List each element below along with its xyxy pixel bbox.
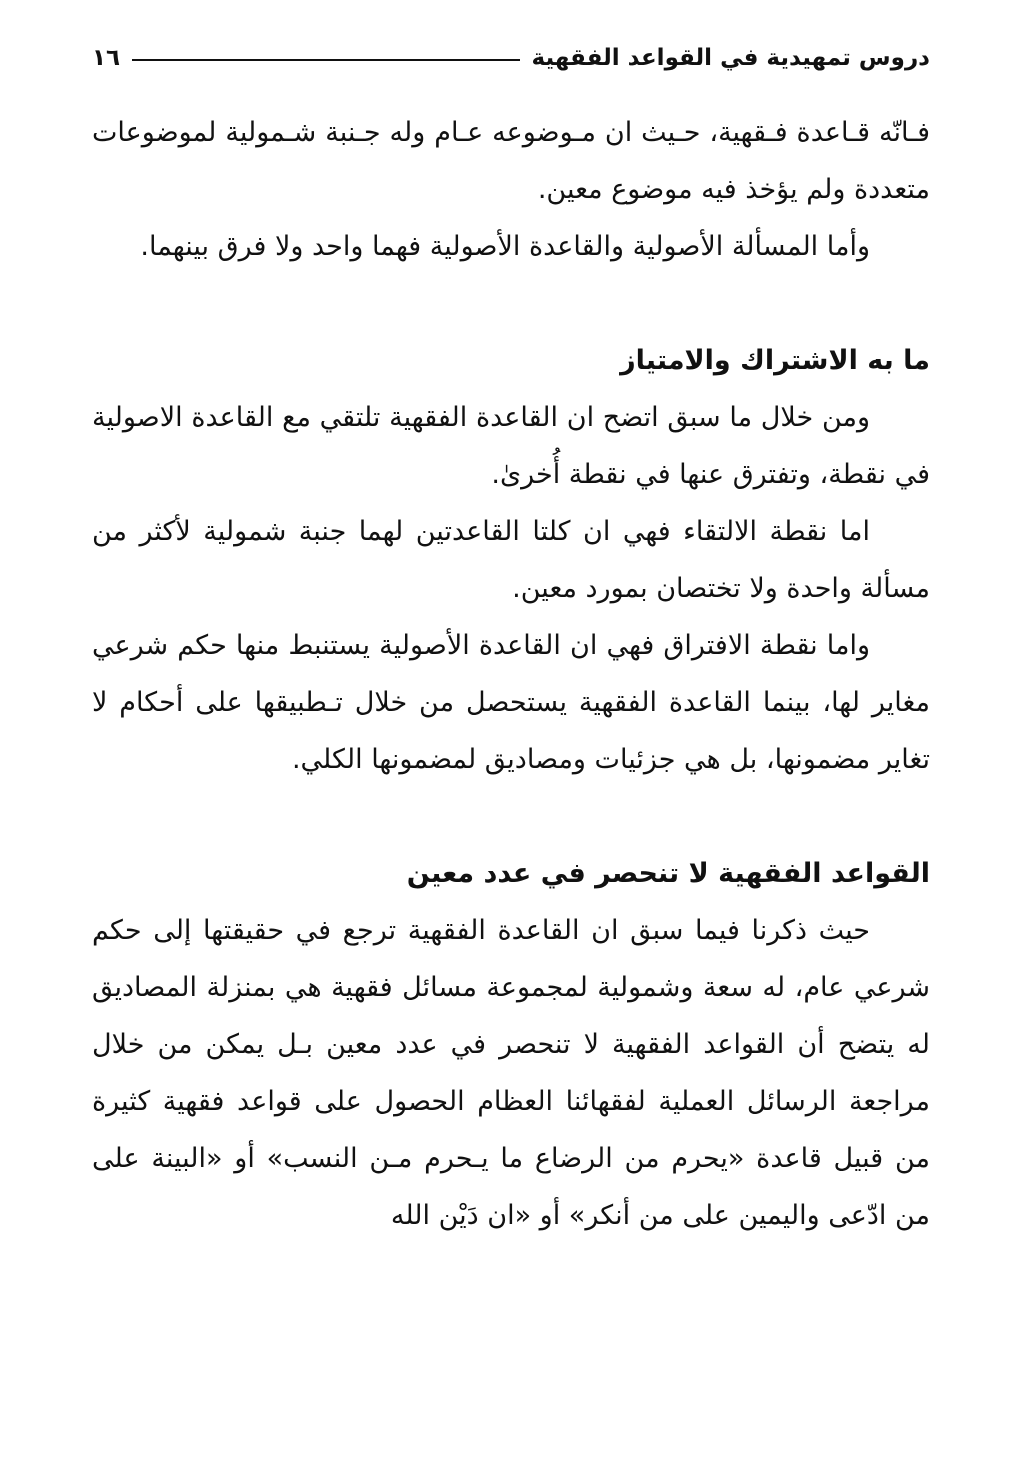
section-spacer [92, 788, 930, 845]
paragraph: حيث ذكرنا فيما سبق ان القاعدة الفقهية ترجع في حقيقتها إلى حكم شرعي عام، له سعة وشمولية لمجموعة مسائل فقهية هي بمنزلة المصاديق له يتضح أن القواعد الفقهية لا تنحصر في عدد معين بـل يمكن من خلال مراجعة الرسائل العملية لفقهائنا العظام الحصول على قواعد فقهية كثيرة من قبيل قاعدة «يحرم من الرضاع ما يـحرم مـن النسب» أو «البينة على من ادّعى واليمين على من أنكر» أو «ان دَيْن الله [92, 915, 930, 1231]
section-heading: القواعد الفقهية لا تنحصر في عدد معين [406, 858, 930, 889]
section-heading: ما به الاشتراك والامتياز [620, 345, 930, 376]
body-text [92, 104, 930, 1244]
paragraph: وأما المسألة الأصولية والقاعدة الأصولية فهما واحد ولا فرق بينهما. [140, 231, 870, 262]
page-number: ١٦ [92, 45, 121, 71]
paragraph: اما نقطة الالتقاء فهي ان كلتا القاعدتين لهما جنبة شمولية لأكثر من مسألة واحدة ولا تختصان بمورد معين. [92, 516, 930, 604]
paragraph: ومن خلال ما سبق اتضح ان القاعدة الفقهية تلتقي مع القاعدة الاصولية في نقطة، وتفترق عنها في نقطة أُخرىٰ. [92, 402, 930, 490]
header-rule [132, 59, 519, 61]
paragraph: واما نقطة الافتراق فهي ان القاعدة الأصولية يستنبط منها حكم شرعي مغاير لها، بينما القاعدة الفقهية يستحصل من خلال تـطبيقها على أحكام لا تغاير مضمونها، بل هي جزئيات ومصاديق لمضمونها الكلي. [92, 630, 930, 775]
paragraph: فـانّه قـاعدة فـقهية، حـيث ان مـوضوعه عـام وله جـنبة شـمولية لموضوعات متعددة ولم يؤخذ فيه موضوع معين. [92, 117, 930, 205]
section-spacer [92, 275, 930, 332]
book-title: دروس تمهيدية في القواعد الفقهية [531, 45, 930, 71]
running-header [92, 38, 930, 78]
